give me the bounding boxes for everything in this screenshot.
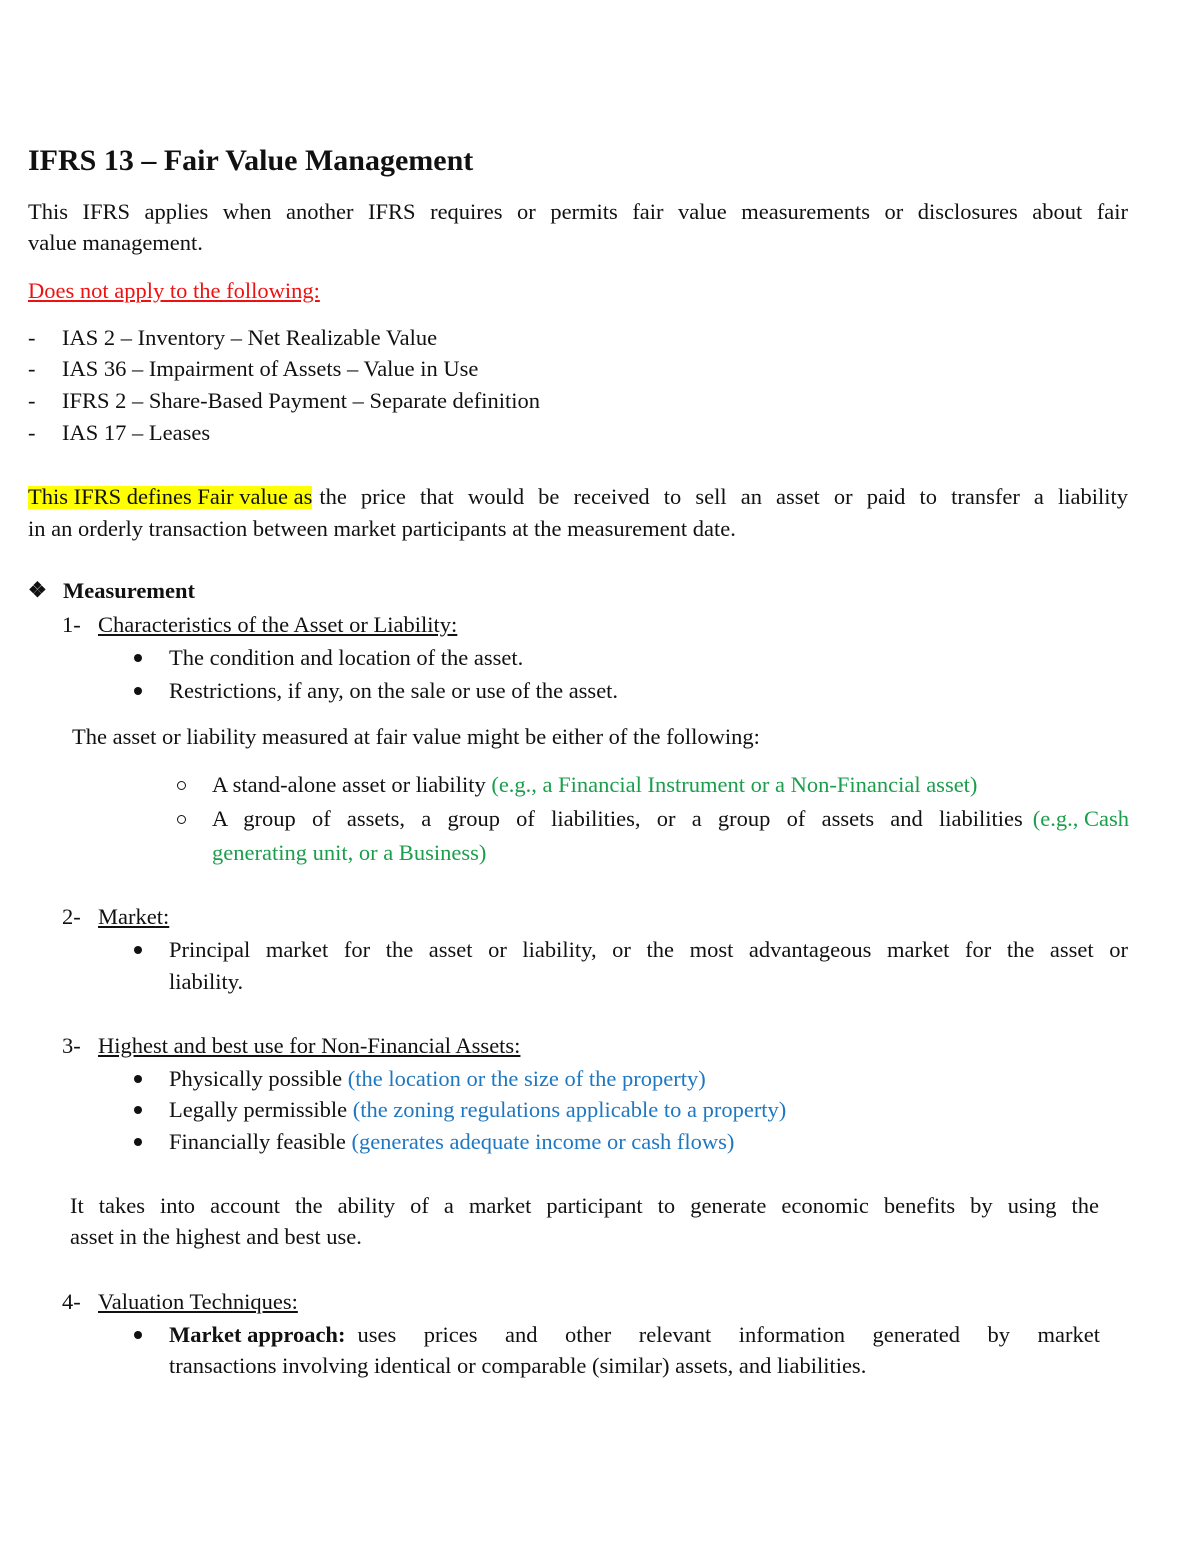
bullet-text: uses prices and other relevant information generated by market <box>357 1322 1100 1347</box>
bullet-example: (generates adequate income or cash flows) <box>351 1129 735 1154</box>
circle-bullet-icon <box>177 815 186 824</box>
intro-line-1: This IFRS applies when another IFRS requires or permits fair value measurements or disclosures about fair <box>28 199 1128 224</box>
section-note-line-1: It takes into account the ability of a market participant to generate economic benefits by using the <box>70 1193 1099 1218</box>
subitem <box>212 774 977 797</box>
circle-bullet-icon <box>177 781 186 790</box>
bullet-text: Financially feasible <box>169 1129 346 1154</box>
bullet-item <box>169 1068 706 1091</box>
bullet-item <box>169 1131 734 1154</box>
exclusion-dash: - <box>28 325 36 350</box>
definition-line-2: in an orderly transaction between market participants at the measurement date. <box>28 516 736 541</box>
section-note: The asset or liability measured at fair value might be either of the following: <box>72 724 760 749</box>
definition-highlight: This IFRS defines Fair value as <box>28 484 313 509</box>
section-number: 3- <box>62 1033 81 1058</box>
bullet-icon <box>134 946 142 954</box>
bullet-example: (the location or the size of the property) <box>347 1066 706 1091</box>
bullet-example: (the zoning regulations applicable to a property) <box>352 1097 787 1122</box>
bullet-text-cont: liability. <box>169 969 244 994</box>
intro-line-2: value management. <box>28 230 203 255</box>
bullet-text: The condition and location of the asset. <box>169 645 524 670</box>
definition-line-1 <box>28 486 1128 509</box>
section-number: 2- <box>62 904 81 929</box>
section-number: 1- <box>62 612 81 637</box>
bullet-icon <box>134 654 142 662</box>
bullet-icon <box>134 1075 142 1083</box>
section-title: Highest and best use for Non-Financial Assets: <box>98 1033 521 1058</box>
exclusion-item: IAS 17 – Leases <box>62 420 211 445</box>
subitem <box>212 808 1129 831</box>
exclusions-heading: Does not apply to the following: <box>28 278 320 303</box>
definition-text: the price that would be received to sell an asset or paid to transfer a liability <box>319 484 1128 509</box>
bullet-text: Restrictions, if any, on the sale or use of the asset. <box>169 678 619 703</box>
bullet-text-cont: transactions involving identical or comparable (similar) assets, and liabilities. <box>169 1353 867 1378</box>
section-title: Valuation Techniques: <box>98 1289 298 1314</box>
exclusion-item: IAS 36 – Impairment of Assets – Value in Use <box>62 356 479 381</box>
exclusion-dash: - <box>28 356 36 381</box>
exclusion-dash: - <box>28 420 36 445</box>
diamond-bullet-icon: ❖ <box>28 578 47 602</box>
page-title: IFRS 13 – Fair Value Management <box>28 144 474 177</box>
subitem-text: A stand-alone asset or liability <box>212 772 486 797</box>
bullet-icon <box>134 1106 142 1114</box>
bullet-text: Principal market for the asset or liability, or the most advantageous market for the asset or <box>169 937 1128 962</box>
bullet-icon <box>134 1331 142 1339</box>
bullet-item <box>169 1099 786 1122</box>
bullet-text: Physically possible <box>169 1066 343 1091</box>
bullet-text: Legally permissible <box>169 1097 348 1122</box>
section-number: 4- <box>62 1289 81 1314</box>
section-note-line-2: asset in the highest and best use. <box>70 1224 362 1249</box>
measurement-heading: Measurement <box>63 578 196 603</box>
section-title: Market: <box>98 904 170 929</box>
subitem-example: (e.g., Cash <box>1032 806 1129 831</box>
exclusion-dash: - <box>28 388 36 413</box>
bullet-bold-label: Market approach: <box>169 1322 346 1347</box>
exclusion-item: IFRS 2 – Share-Based Payment – Separate definition <box>62 388 541 413</box>
exclusion-item: IAS 2 – Inventory – Net Realizable Value <box>62 325 438 350</box>
bullet-icon <box>134 687 142 695</box>
subitem-example: (e.g., a Financial Instrument or a Non-Financial asset) <box>491 772 978 797</box>
subitem-text: A group of assets, a group of liabilities, or a group of assets and liabilities <box>212 806 1023 831</box>
bullet-item <box>169 1324 1100 1347</box>
bullet-icon <box>134 1138 142 1146</box>
subitem-example-cont: generating unit, or a Business) <box>212 840 487 865</box>
section-title: Characteristics of the Asset or Liability: <box>98 612 458 637</box>
